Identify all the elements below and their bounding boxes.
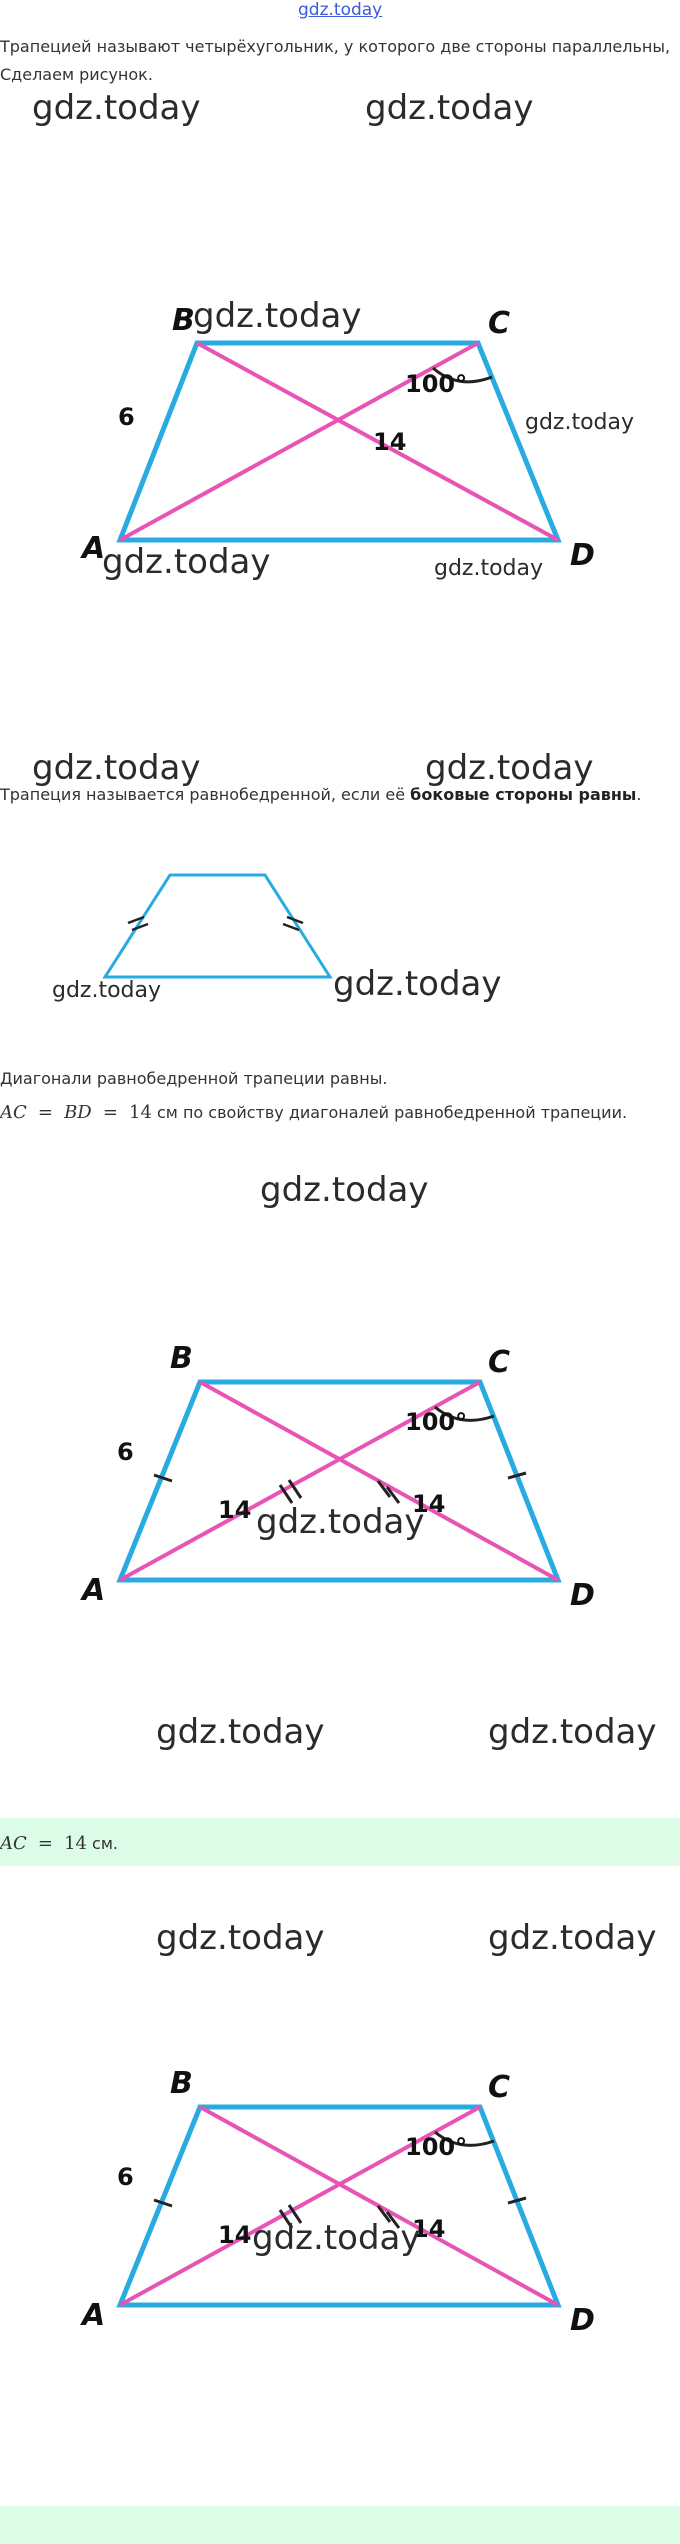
answer-text <box>0 1830 118 1859</box>
diagonal-label: 14 <box>218 2221 252 2249</box>
watermark: gdz.today <box>52 978 162 1003</box>
watermark: gdz.today <box>102 542 271 582</box>
vertex-label: C <box>488 2070 511 2105</box>
side-label: 6 <box>117 2163 134 2191</box>
intro-line-2: Сделаем рисунок. <box>0 65 153 84</box>
watermark: gdz.today <box>193 296 362 336</box>
watermark: gdz.today <box>256 1502 425 1542</box>
math-eq: = <box>102 1102 118 1123</box>
watermark: gdz.today <box>488 1712 657 1752</box>
intro-line-1: Трапецией называют четырёхугольник, у которого две стороны параллельны, <box>0 37 671 56</box>
diagonal-label: 14 <box>218 1496 252 1524</box>
math-value: 14 <box>64 1833 87 1854</box>
trapezoid-figure-2 <box>0 1330 680 1630</box>
diagonal-label: 14 <box>412 1490 446 1518</box>
definition-bold: боковые стороны равны <box>410 785 637 804</box>
angle-label: 100° <box>405 370 468 398</box>
watermark: gdz.today <box>333 964 502 1004</box>
watermark: gdz.today <box>252 2218 421 2258</box>
watermark: gdz.today <box>425 748 594 788</box>
vertex-label: C <box>488 1345 511 1380</box>
vertex-label: D <box>570 2303 595 2338</box>
watermark: gdz.today <box>525 410 635 435</box>
vertex-label: D <box>570 538 595 573</box>
definition-after: . <box>636 785 642 804</box>
definition-before: Трапеция называется равнобедренной, если её <box>0 785 411 804</box>
math-eq: = <box>37 1833 53 1854</box>
answer-box-bottom <box>0 2506 680 2544</box>
vertex-label: A <box>82 1573 106 1608</box>
diagonal-label: 14 <box>412 2215 446 2243</box>
math-ac: AC <box>0 1833 27 1854</box>
answer-box <box>0 1818 680 1866</box>
math-bd: BD <box>64 1102 92 1123</box>
vertex-label: D <box>570 1578 595 1613</box>
vertex-label: B <box>170 2066 193 2101</box>
math-value: 14 <box>129 1102 152 1123</box>
property-line-2 <box>0 1099 627 1128</box>
math-ac: AC <box>0 1102 27 1123</box>
diagonal-label: 14 <box>373 428 407 456</box>
vertex-label: A <box>82 2298 106 2333</box>
watermark: gdz.today <box>434 556 544 581</box>
vertex-label: B <box>170 1341 193 1376</box>
watermark: gdz.today <box>32 88 201 128</box>
math-eq: = <box>37 1102 53 1123</box>
watermark: gdz.today <box>488 1918 657 1958</box>
property-rest: см по свойству диагоналей равнобедренной трапеции. <box>151 1103 628 1122</box>
side-label: 6 <box>117 1438 134 1466</box>
trapezoid-figure-3 <box>0 2055 680 2355</box>
watermark: gdz.today <box>32 748 201 788</box>
site-link[interactable]: gdz.today <box>298 0 383 20</box>
answer-unit: см. <box>86 1834 119 1853</box>
watermark: gdz.today <box>156 1712 325 1752</box>
vertex-label: B <box>172 303 195 338</box>
angle-label: 100° <box>405 2133 468 2161</box>
property-line-1: Диагонали равнобедренной трапеции равны. <box>0 1069 388 1088</box>
vertex-label: A <box>82 531 106 566</box>
watermark: gdz.today <box>156 1918 325 1958</box>
vertex-label: C <box>488 306 511 341</box>
watermark: gdz.today <box>365 88 534 128</box>
side-label: 6 <box>118 403 135 431</box>
watermark: gdz.today <box>260 1170 429 1210</box>
definition-text <box>0 782 641 808</box>
angle-label: 100° <box>405 1408 468 1436</box>
